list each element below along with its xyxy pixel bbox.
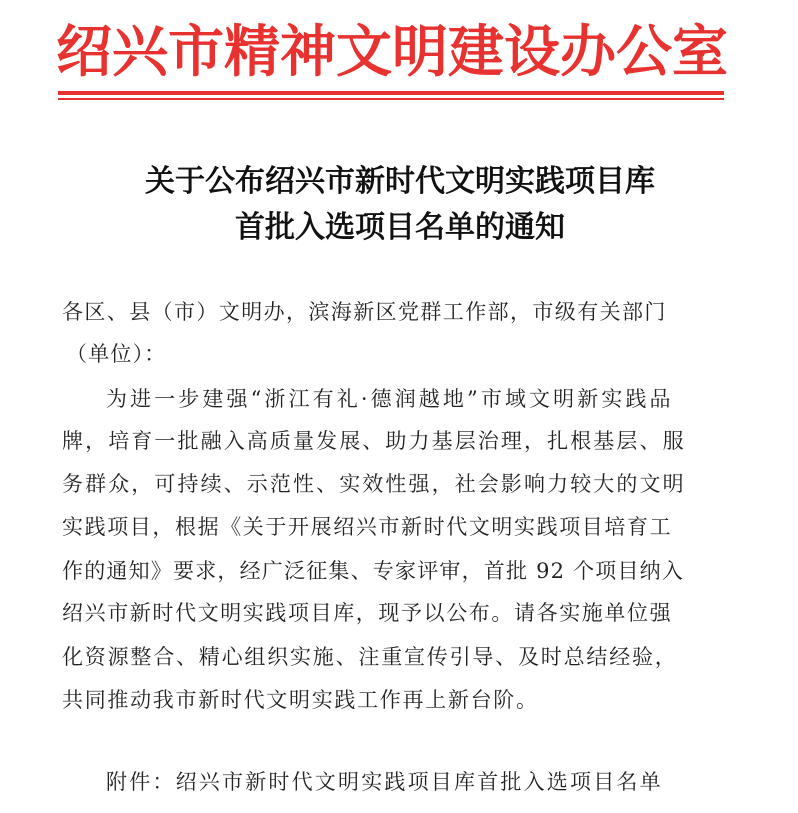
salutation-line-2: （单位）： [66, 342, 167, 366]
salutation-line-1: 各区、县（市）文明办，滨海新区党群工作部，市级有关部门 [62, 300, 667, 324]
body-text-line: 牌，培育一批融入高质量发展、助力基层治理，扎根基层、服 [62, 429, 686, 453]
letterhead-divider-thick [58, 91, 724, 95]
body-text-line: 为进一步建强“浙江有礼·德润越地”市域文明新实践品 [106, 387, 674, 411]
body-text-line: 共同推动我市新时代文明实践工作再上新台阶。 [62, 688, 539, 712]
body-text-line: 务群众，可持续、示范性、实效性强，社会影响力较大的文明 [62, 472, 686, 496]
document-title-line-2: 首批入选项目名单的通知 [235, 210, 565, 245]
body-text-line: 绍兴市新时代文明实践项目库，现予以公布。请各实施单位强 [62, 601, 673, 625]
letterhead-org-name: 绍兴市精神文明建设办公室 [56, 19, 728, 85]
letterhead-divider-thin [58, 98, 724, 100]
body-text-line: 作的通知》要求，经广泛征集、专家评审，首批 92 个项目纳入 [62, 559, 685, 583]
body-text-line: 化资源整合、精心组织实施、注重宣传引导、及时总结经验， [62, 645, 678, 669]
body-text-line: 实践项目，根据《关于开展绍兴市新时代文明实践项目培育工 [62, 515, 673, 539]
attachment-note: 附件：绍兴市新时代文明实践项目库首批入选项目名单 [106, 770, 663, 794]
document-title-line-1: 关于公布绍兴市新时代文明实践项目库 [145, 164, 655, 199]
